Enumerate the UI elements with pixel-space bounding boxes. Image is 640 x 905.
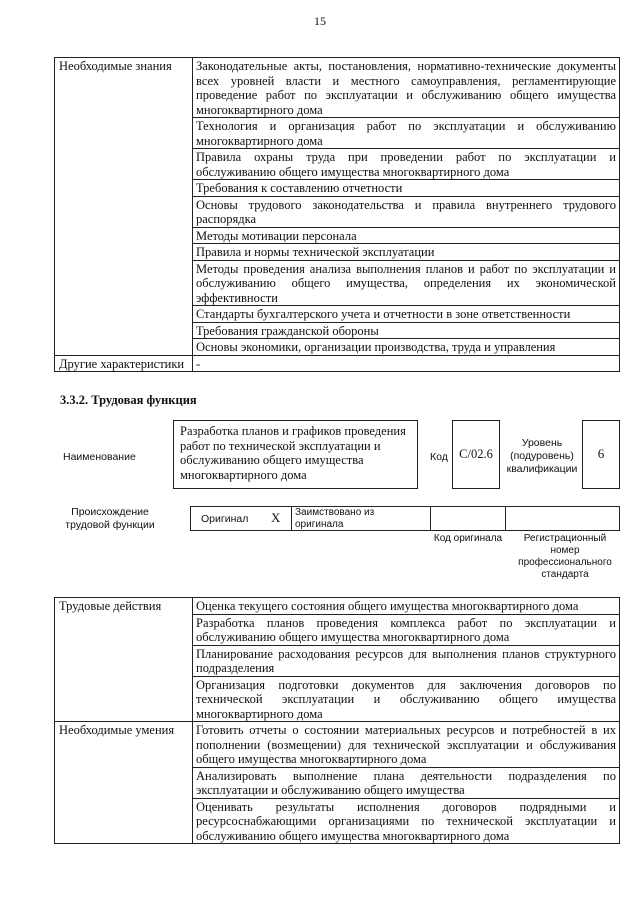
section-title: 3.3.2. Трудовая функция — [60, 393, 197, 407]
code-box — [452, 420, 500, 489]
knowledge-item: Стандарты бухгалтерского учета и отчетности в зоне ответственности — [193, 306, 620, 323]
reg-number-label: Регистрационный номер профессионального стандарта — [518, 533, 612, 580]
page-number: 15 — [314, 14, 326, 28]
origin-label: Происхождение трудовой функции — [65, 506, 155, 531]
knowledge-table — [54, 57, 620, 372]
knowledge-item: Основы экономики, организации производства, труда и управления — [193, 339, 620, 356]
action-item: Оценка текущего состояния общего имущества многоквартирного дома — [193, 598, 620, 615]
level-box — [582, 420, 620, 489]
knowledge-item: Основы трудового законодательства и правила внутреннего трудового распорядка — [193, 196, 620, 227]
skill-item: Анализировать выполнение плана деятельности подразделения по эксплуатации и обслуживанию общего имущества — [193, 767, 620, 798]
knowledge-item: Законодательные акты, постановления, нормативно-технические документы всех уровней власти и местного самоуправления, регламентирующие проведение работ по эксплуатации и обслуживанию общего имущества многоквартирного дома — [193, 58, 620, 118]
skills-label: Необходимые умения — [55, 722, 193, 844]
skill-item: Оценивать результаты исполнения договоров подрядными и ресурсоснабжающими организациями по технической эксплуатации и обслуживанию общего имущества многоквартирного дома — [193, 798, 620, 844]
action-item: Разработка планов проведения комплекса работ по эксплуатации и обслуживанию общего имущества многоквартирного дома — [193, 614, 620, 645]
qualification-level-label: Уровень (подуровень) квалификации — [506, 437, 578, 475]
code-label: Код — [430, 451, 448, 463]
knowledge-item: Технология и организация работ по эксплуатации и обслуживанию многоквартирного дома — [193, 118, 620, 149]
level-value: 6 — [597, 446, 605, 462]
action-item: Организация подготовки документов для заключения договоров по технической эксплуатации и обслуживанию общего имущества многоквартирного дома — [193, 676, 620, 722]
knowledge-item: Методы мотивации персонала — [193, 227, 620, 244]
actions-table — [54, 597, 620, 844]
knowledge-item: Требования к составлению отчетности — [193, 180, 620, 197]
knowledge-item: Методы проведения анализа выполнения планов и работ по эксплуатации и обслуживанию общего имущества, определения их экономической эффективности — [193, 260, 620, 306]
other-characteristics-label: Другие характеристики — [55, 355, 193, 372]
skill-item: Готовить отчеты о состоянии материальных ресурсов и потребностей в их пополнении (возмещении) для технической эксплуатации и обслуживания общего имущества многоквартирного дома — [193, 722, 620, 768]
knowledge-item: Правила и нормы технической эксплуатации — [193, 244, 620, 261]
action-item: Планирование расходования ресурсов для выполнения планов структурного подразделения — [193, 645, 620, 676]
knowledge-label: Необходимые знания — [55, 58, 193, 356]
knowledge-item: Правила охраны труда при проведении работ по эксплуатации и обслуживанию общего имущества многоквартирного дома — [193, 149, 620, 180]
borrowed-label: Заимствовано из оригинала — [295, 507, 375, 530]
origin-row — [190, 506, 620, 531]
origin-code-label: Код оригинала — [433, 533, 503, 544]
knowledge-item: Требования гражданской обороны — [193, 322, 620, 339]
actions-label: Трудовые действия — [55, 598, 193, 722]
name-label: Наименование — [63, 451, 136, 463]
original-label: Оригинал — [201, 513, 249, 525]
original-mark: X — [271, 510, 281, 525]
function-name-box — [173, 420, 418, 489]
function-name-value: Разработка планов и графиков проведения работ по технической эксплуатации и обслуживанию общего имущества многоквартирного дома — [180, 424, 406, 482]
other-characteristics-value: - — [193, 355, 620, 372]
code-value: C/02.6 — [459, 447, 493, 462]
